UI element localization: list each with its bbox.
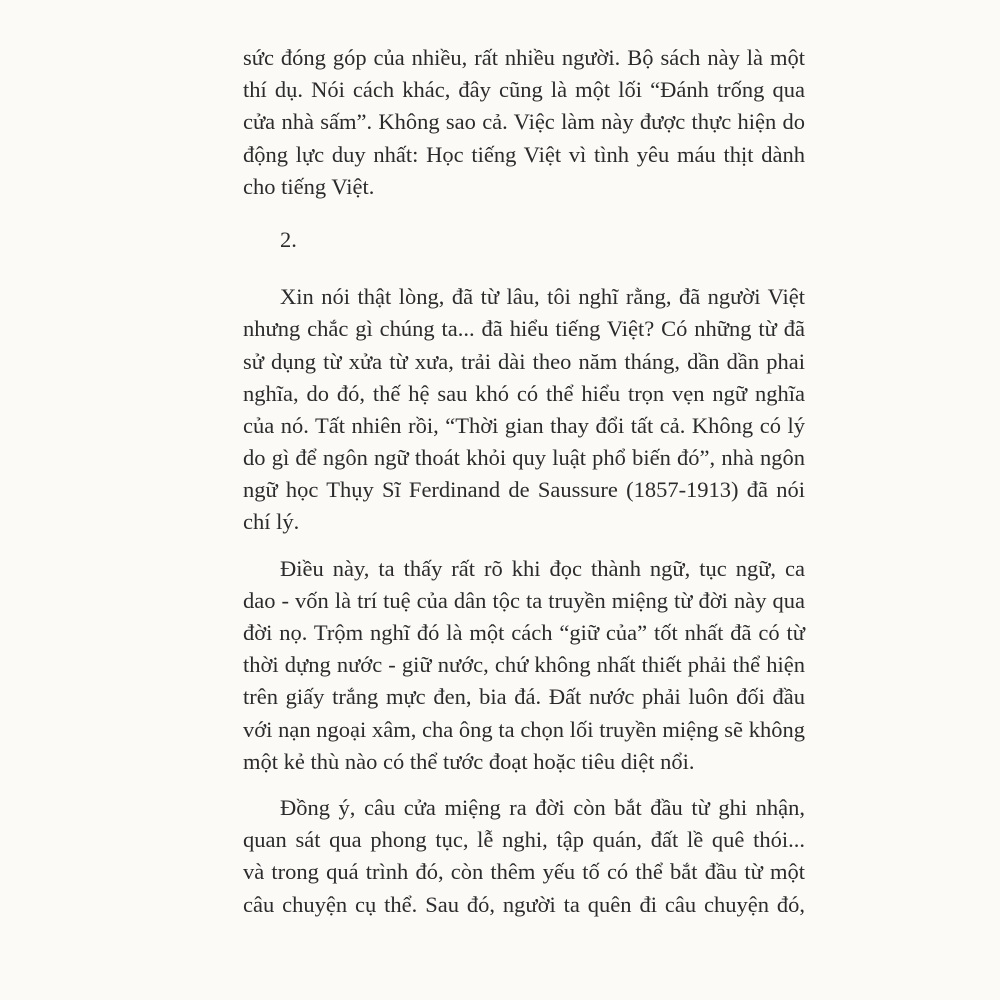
text-line: thời dựng nước - giữ nước, chứ không nhất thiết phải thể hiện <box>243 652 805 678</box>
text-line: đời nọ. Trộm nghĩ đó là một cách “giữ của” tốt nhất đã có từ <box>243 620 805 645</box>
section-number-text: 2. <box>280 226 297 252</box>
text-line: trên giấy trắng mực đen, bia đá. Đất nước phải luôn đối đầu <box>243 684 805 710</box>
paragraph <box>243 281 805 539</box>
text-line: Xin nói thật lòng, đã từ lâu, tôi nghĩ rằng, đã người Việt <box>280 284 805 310</box>
text-line: của nó. Tất nhiên rồi, “Thời gian thay đổi tất cả. Không có lý <box>243 412 805 438</box>
text-line: dao - vốn là trí tuệ của dân tộc ta truyền miệng từ đời này qua <box>243 587 805 613</box>
text-line: cho tiếng Việt. <box>243 173 375 199</box>
page-body-text <box>243 42 805 921</box>
text-line: sử dụng từ xửa từ xưa, trải dài theo năm tháng, dần dần phai <box>243 348 805 374</box>
text-line: với nạn ngoại xâm, cha ông ta chọn lối truyền miệng sẽ không <box>243 716 805 742</box>
text-line: câu chuyện cụ thể. Sau đó, người ta quên đi câu chuyện đó, <box>243 891 805 917</box>
text-line: sức đóng góp của nhiều, rất nhiều người. Bộ sách này là một <box>243 45 805 70</box>
paragraph-continuation <box>243 42 805 203</box>
text-line: ngữ học Thụy Sĩ Ferdinand de Saussure (1857-1913) đã nói <box>243 477 805 503</box>
text-line: và trong quá trình đó, còn thêm yếu tố có thể bắt đầu từ một <box>243 859 805 885</box>
text-line: chí lý. <box>243 509 300 535</box>
text-line: cửa nhà sấm”. Không sao cả. Việc làm này được thực hiện do <box>243 109 805 135</box>
text-line: nghĩa, do đó, thế hệ sau khó có thể hiểu trọn vẹn ngữ nghĩa <box>243 380 805 406</box>
paragraph <box>243 553 805 778</box>
text-line: quan sát qua phong tục, lễ nghi, tập quán, đất lề quê thói... <box>243 827 805 853</box>
text-line: thí dụ. Nói cách khác, đây cũng là một lối “Đánh trống qua <box>243 77 805 103</box>
paragraph <box>243 792 805 921</box>
text-line: một kẻ thù nào có thể tước đoạt hoặc tiêu diệt nổi. <box>243 748 695 774</box>
text-line: động lực duy nhất: Học tiếng Việt vì tình yêu máu thịt dành <box>243 141 805 167</box>
text-line: Đồng ý, câu cửa miệng ra đời còn bắt đầu từ ghi nhận, <box>280 794 805 820</box>
text-line: do gì để ngôn ngữ thoát khỏi quy luật phổ biến đó”, nhà ngôn <box>243 445 805 471</box>
text-line: Điều này, ta thấy rất rõ khi đọc thành ngữ, tục ngữ, ca <box>280 555 805 581</box>
text-line: nhưng chắc gì chúng ta... đã hiểu tiếng Việt? Có những từ đã <box>243 316 805 342</box>
section-number <box>243 224 805 256</box>
